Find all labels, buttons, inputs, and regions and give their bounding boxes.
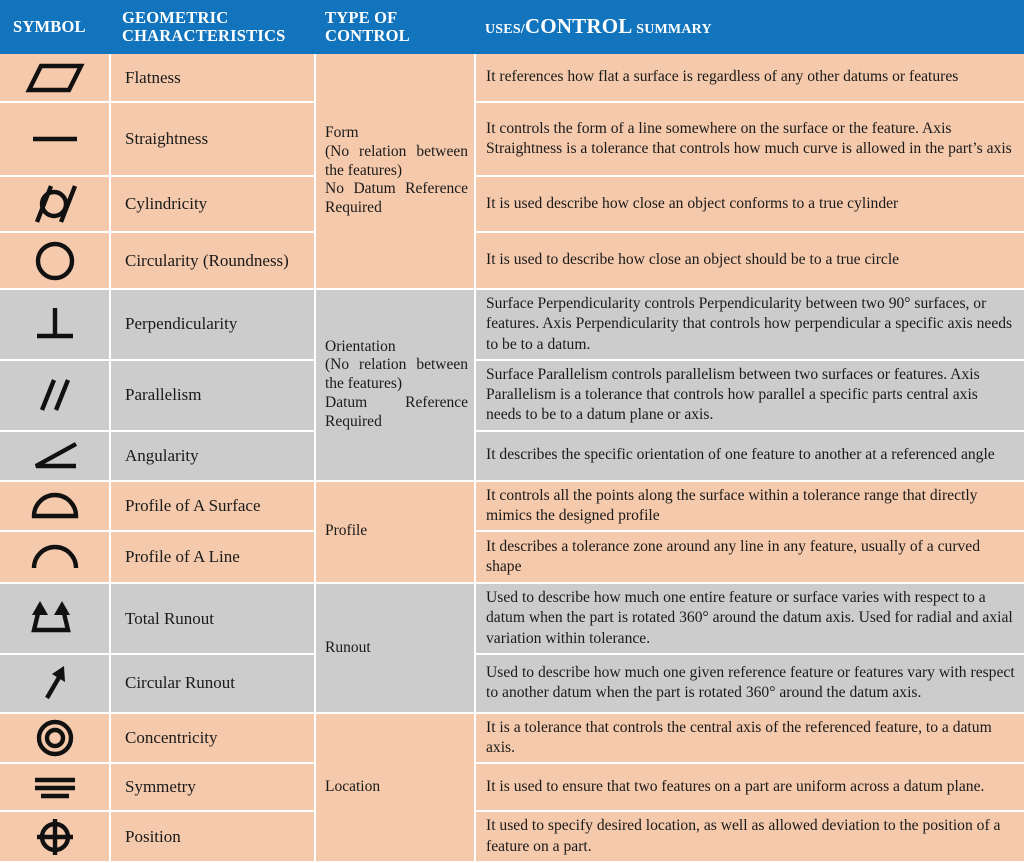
table-row bbox=[0, 654, 1024, 713]
summary-cell: It is a tolerance that controls the central axis of the referenced feature, to a datum axis. bbox=[475, 713, 1024, 764]
type-of-control-cell-profile bbox=[315, 481, 475, 584]
orientation-line3: the features) bbox=[325, 375, 403, 393]
position-icon bbox=[32, 815, 78, 859]
symbol-cell-circular-runout bbox=[0, 654, 110, 713]
symbol-cell-profile-of-line bbox=[0, 531, 110, 583]
orientation-line1: Orientation bbox=[325, 337, 396, 355]
table-row bbox=[0, 481, 1024, 532]
symbol-cell-circularity bbox=[0, 232, 110, 289]
characteristic-name-cell: Angularity bbox=[110, 431, 315, 481]
summary-cell: It describes the specific orientation of one feature to another at a referenced angle bbox=[475, 431, 1024, 481]
table-header bbox=[0, 0, 1024, 54]
type-of-control-cell-runout bbox=[315, 583, 475, 713]
characteristic-name-cell: Total Runout bbox=[110, 583, 315, 654]
summary-part-uses: USES/ bbox=[485, 22, 525, 38]
table-row bbox=[0, 102, 1024, 176]
summary-cell: Used to describe how much one given reference feature or features vary with respect to another datum when the part is rotated 360° around the datum axis. bbox=[475, 654, 1024, 713]
characteristic-name-cell: Position bbox=[110, 811, 315, 862]
column-header-symbol bbox=[0, 0, 110, 54]
header-row bbox=[0, 0, 1024, 54]
perpendicularity-icon bbox=[31, 303, 79, 345]
symbol-cell-straightness bbox=[0, 102, 110, 176]
characteristic-name-cell: Straightness bbox=[110, 102, 315, 176]
characteristic-name-cell: Concentricity bbox=[110, 713, 315, 764]
symbol-cell-total-runout bbox=[0, 583, 110, 654]
total-runout-icon bbox=[24, 597, 86, 641]
summary-cell: It is used to describe how close an object should be to a true circle bbox=[475, 232, 1024, 289]
flatness-parallelogram-icon bbox=[25, 61, 85, 95]
type-of-control-cell-form bbox=[315, 54, 475, 289]
column-header-uses-control-summary bbox=[475, 0, 1024, 54]
runout-line1: Runout bbox=[325, 638, 371, 656]
form-line1: Form bbox=[325, 123, 359, 141]
column-header-geochar-line2: CHARACTERISTICS bbox=[122, 26, 286, 45]
orientation-line2: (No relation between bbox=[325, 356, 468, 374]
form-line4: No Datum Reference bbox=[325, 180, 468, 198]
profile-line1: Profile bbox=[325, 522, 368, 540]
summary-cell: It controls all the points along the surface within a tolerance range that directly mimics the designed profile bbox=[475, 481, 1024, 532]
concentricity-icon bbox=[33, 718, 77, 758]
symbol-cell-symmetry bbox=[0, 763, 110, 811]
form-line5: Required bbox=[325, 199, 382, 217]
symbol-cell-cylindricity bbox=[0, 176, 110, 232]
column-header-type-of-control bbox=[315, 0, 475, 54]
symbol-cell-parallelism bbox=[0, 360, 110, 431]
summary-cell: It describes a tolerance zone around any line in any feature, usually of a curved shape bbox=[475, 531, 1024, 583]
table-row bbox=[0, 289, 1024, 360]
parallelism-icon bbox=[32, 375, 78, 415]
symbol-cell-concentricity bbox=[0, 713, 110, 764]
symbol-cell-angularity bbox=[0, 431, 110, 481]
characteristic-name-cell: Circular Runout bbox=[110, 654, 315, 713]
summary-cell: Surface Parallelism controls parallelism between two surfaces or features. Axis Parallelism is a tolerance that controls how parallel a specific parts central axis needs to be to a datum plane or axis. bbox=[475, 360, 1024, 431]
summary-cell: Surface Perpendicularity controls Perpendicularity between two 90° surfaces, or features. Axis Perpendicularity that controls how perpendicular a specific axis needs to be to a datum. bbox=[475, 289, 1024, 360]
straightness-line-icon bbox=[25, 129, 85, 149]
orientation-line5: Required bbox=[325, 413, 382, 431]
summary-part-summary: SUMMARY bbox=[632, 22, 712, 38]
cylindricity-icon bbox=[27, 182, 83, 226]
type-of-control-cell-location bbox=[315, 713, 475, 862]
table-row bbox=[0, 811, 1024, 862]
location-line1: Location bbox=[325, 778, 381, 795]
column-header-geometric-characteristics bbox=[110, 0, 315, 54]
summary-cell: It used to specify desired location, as well as allowed deviation to the position of a feature on a part. bbox=[475, 811, 1024, 862]
profile-of-line-icon bbox=[26, 541, 84, 573]
column-header-typecontrol-line1: TYPE OF bbox=[325, 7, 398, 27]
characteristic-name-cell: Parallelism bbox=[110, 360, 315, 431]
table-row bbox=[0, 713, 1024, 764]
characteristic-name-cell: Flatness bbox=[110, 54, 315, 102]
characteristic-name-cell: Profile of A Surface bbox=[110, 481, 315, 532]
symbol-cell-profile-of-surface bbox=[0, 481, 110, 532]
summary-cell: It is used describe how close an object conforms to a true cylinder bbox=[475, 176, 1024, 232]
form-line2: (No relation between bbox=[325, 142, 468, 160]
profile-of-surface-icon bbox=[26, 490, 84, 522]
symbol-cell-perpendicularity bbox=[0, 289, 110, 360]
characteristic-name-cell: Profile of A Line bbox=[110, 531, 315, 583]
form-line3: the features) bbox=[325, 161, 403, 179]
table-row bbox=[0, 583, 1024, 654]
table-row bbox=[0, 232, 1024, 289]
characteristic-name-cell: Perpendicularity bbox=[110, 289, 315, 360]
angularity-icon bbox=[28, 440, 82, 472]
table-body bbox=[0, 54, 1024, 862]
symbol-cell-flatness bbox=[0, 54, 110, 102]
orientation-line4: Datum Reference bbox=[325, 394, 468, 412]
summary-cell: It controls the form of a line somewhere on the surface or the feature. Axis Straightness is a tolerance that controls how much curve is allowed in the part’s axis bbox=[475, 102, 1024, 176]
table-row bbox=[0, 54, 1024, 102]
column-header-typecontrol-line2: CONTROL bbox=[325, 26, 410, 45]
type-of-control-cell-orientation bbox=[315, 289, 475, 481]
circularity-circle-icon bbox=[33, 239, 77, 283]
table-row bbox=[0, 176, 1024, 232]
summary-cell: It is used to ensure that two features on a part are uniform across a datum plane. bbox=[475, 763, 1024, 811]
table-row bbox=[0, 360, 1024, 431]
table-row bbox=[0, 763, 1024, 811]
characteristic-name-cell: Symmetry bbox=[110, 763, 315, 811]
summary-cell: Used to describe how much one entire feature or surface varies with respect to a datum when the part is rotated 360° around the datum axis. Used for radial and axial variation within tolerance. bbox=[475, 583, 1024, 654]
symbol-cell-position bbox=[0, 811, 110, 862]
column-header-symbol-label: SYMBOL bbox=[13, 16, 86, 36]
summary-cell: It references how flat a surface is regardless of any other datums or features bbox=[475, 54, 1024, 102]
summary-part-control: CONTROL bbox=[524, 14, 633, 39]
symmetry-icon bbox=[27, 772, 83, 802]
circular-runout-icon bbox=[33, 662, 77, 704]
characteristic-name-cell: Cylindricity bbox=[110, 176, 315, 232]
table-row bbox=[0, 431, 1024, 481]
table-row bbox=[0, 531, 1024, 583]
column-header-summary-composite bbox=[485, 15, 1024, 39]
column-header-geochar-line1: GEOMETRIC bbox=[122, 7, 229, 27]
characteristic-name-cell: Circularity (Roundness) bbox=[110, 232, 315, 289]
